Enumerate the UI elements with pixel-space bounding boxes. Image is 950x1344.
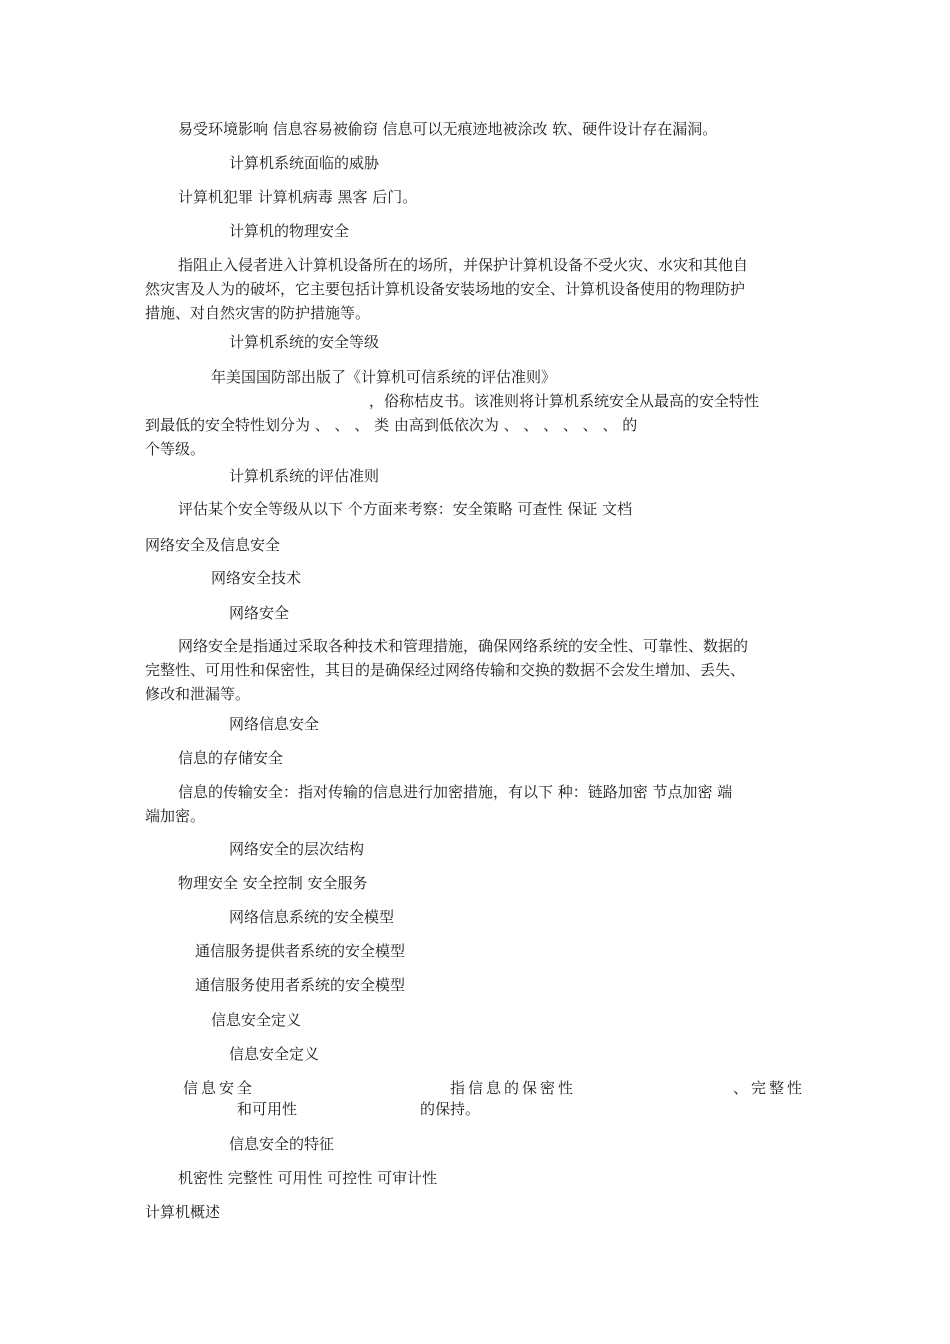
physical-security-paragraph xyxy=(145,253,809,325)
definition-term: 信息安全 xyxy=(183,1079,256,1097)
heading-layer-structure: 网络安全的层次结构 xyxy=(229,840,365,858)
paragraph-line: 到最低的安全特性划分为 、 、 、 类 由高到低依次为 、 、 、 、 、 、 的 xyxy=(145,416,638,434)
paragraph-line: ，俗称桔皮书。该准则将计算机系统安全从最高的安全特性 xyxy=(369,392,760,410)
security-levels-paragraph xyxy=(145,365,809,461)
heading-physical-security: 计算机的物理安全 xyxy=(229,222,350,240)
paragraph-line: 端加密。 xyxy=(145,807,206,825)
layers-line: 物理安全 安全控制 安全服务 xyxy=(178,874,368,892)
definition-availability: 和可用性 xyxy=(237,1100,298,1118)
heading-network-security: 网络安全 xyxy=(229,604,290,622)
paragraph-line: 网络安全是指通过采取各种技术和管理措施，确保网络系统的安全性、可靠性、数据的 xyxy=(178,637,749,655)
threats-line: 计算机犯罪 计算机病毒 黑客 后门。 xyxy=(178,188,418,206)
user-model-line: 通信服务使用者系统的安全模型 xyxy=(195,976,406,994)
heading-info-security-def-1: 信息安全定义 xyxy=(211,1011,302,1029)
provider-model-line: 通信服务提供者系统的安全模型 xyxy=(195,942,406,960)
paragraph-line: 指阻止入侵者进入计算机设备所在的场所，并保护计算机设备不受火灾、水灾和其他自 xyxy=(178,256,749,274)
heading-info-security-features: 信息安全的特征 xyxy=(229,1135,335,1153)
heading-network-info-security: 网络安全及信息安全 xyxy=(145,536,281,554)
heading-computer-overview: 计算机概述 xyxy=(145,1203,221,1221)
definition-maintained: 的保持。 xyxy=(420,1100,481,1118)
heading-threats: 计算机系统面临的威胁 xyxy=(229,154,380,172)
heading-network-info: 网络信息安全 xyxy=(229,715,320,733)
storage-security-line: 信息的存储安全 xyxy=(178,749,284,767)
paragraph-line: 完整性、可用性和保密性，其目的是确保经过网络传输和交换的数据不会发生增加、丢失、 xyxy=(145,661,746,679)
definition-confidentiality: 指信息的保密性 xyxy=(450,1079,577,1097)
paragraph-line: 然灾害及人为的破坏，它主要包括计算机设备安装场地的安全、计算机设备使用的物理防护 xyxy=(145,280,746,298)
heading-evaluation-criteria: 计算机系统的评估准则 xyxy=(229,467,380,485)
paragraph-line: 信息的传输安全：指对传输的信息进行加密措施，有以下 种：链路加密 节点加密 端 xyxy=(178,783,733,801)
evaluation-aspects-line: 评估某个安全等级从以下 个方面来考察：安全策略 可查性 保证 文档 xyxy=(178,500,633,518)
paragraph-line: 措施、对自然灾害的防护措施等。 xyxy=(145,304,371,322)
heading-security-levels: 计算机系统的安全等级 xyxy=(229,333,380,351)
heading-info-security-def-2: 信息安全定义 xyxy=(229,1045,320,1063)
paragraph-line: 年美国国防部出版了《计算机可信系统的评估准则》 xyxy=(211,368,557,386)
paragraph-line: 修改和泄漏等。 xyxy=(145,685,251,703)
transmission-security-paragraph xyxy=(145,780,809,828)
definition-integrity: 、完整性 xyxy=(733,1079,806,1097)
vulnerability-line: 易受环境影响 信息容易被偷窃 信息可以无痕迹地被涂改 软、硬件设计存在漏洞。 xyxy=(178,120,718,138)
heading-network-security-tech: 网络安全技术 xyxy=(211,569,302,587)
network-security-paragraph xyxy=(145,634,809,706)
heading-security-model: 网络信息系统的安全模型 xyxy=(229,908,395,926)
paragraph-line: 个等级。 xyxy=(145,440,206,458)
features-line: 机密性 完整性 可用性 可控性 可审计性 xyxy=(178,1169,438,1187)
